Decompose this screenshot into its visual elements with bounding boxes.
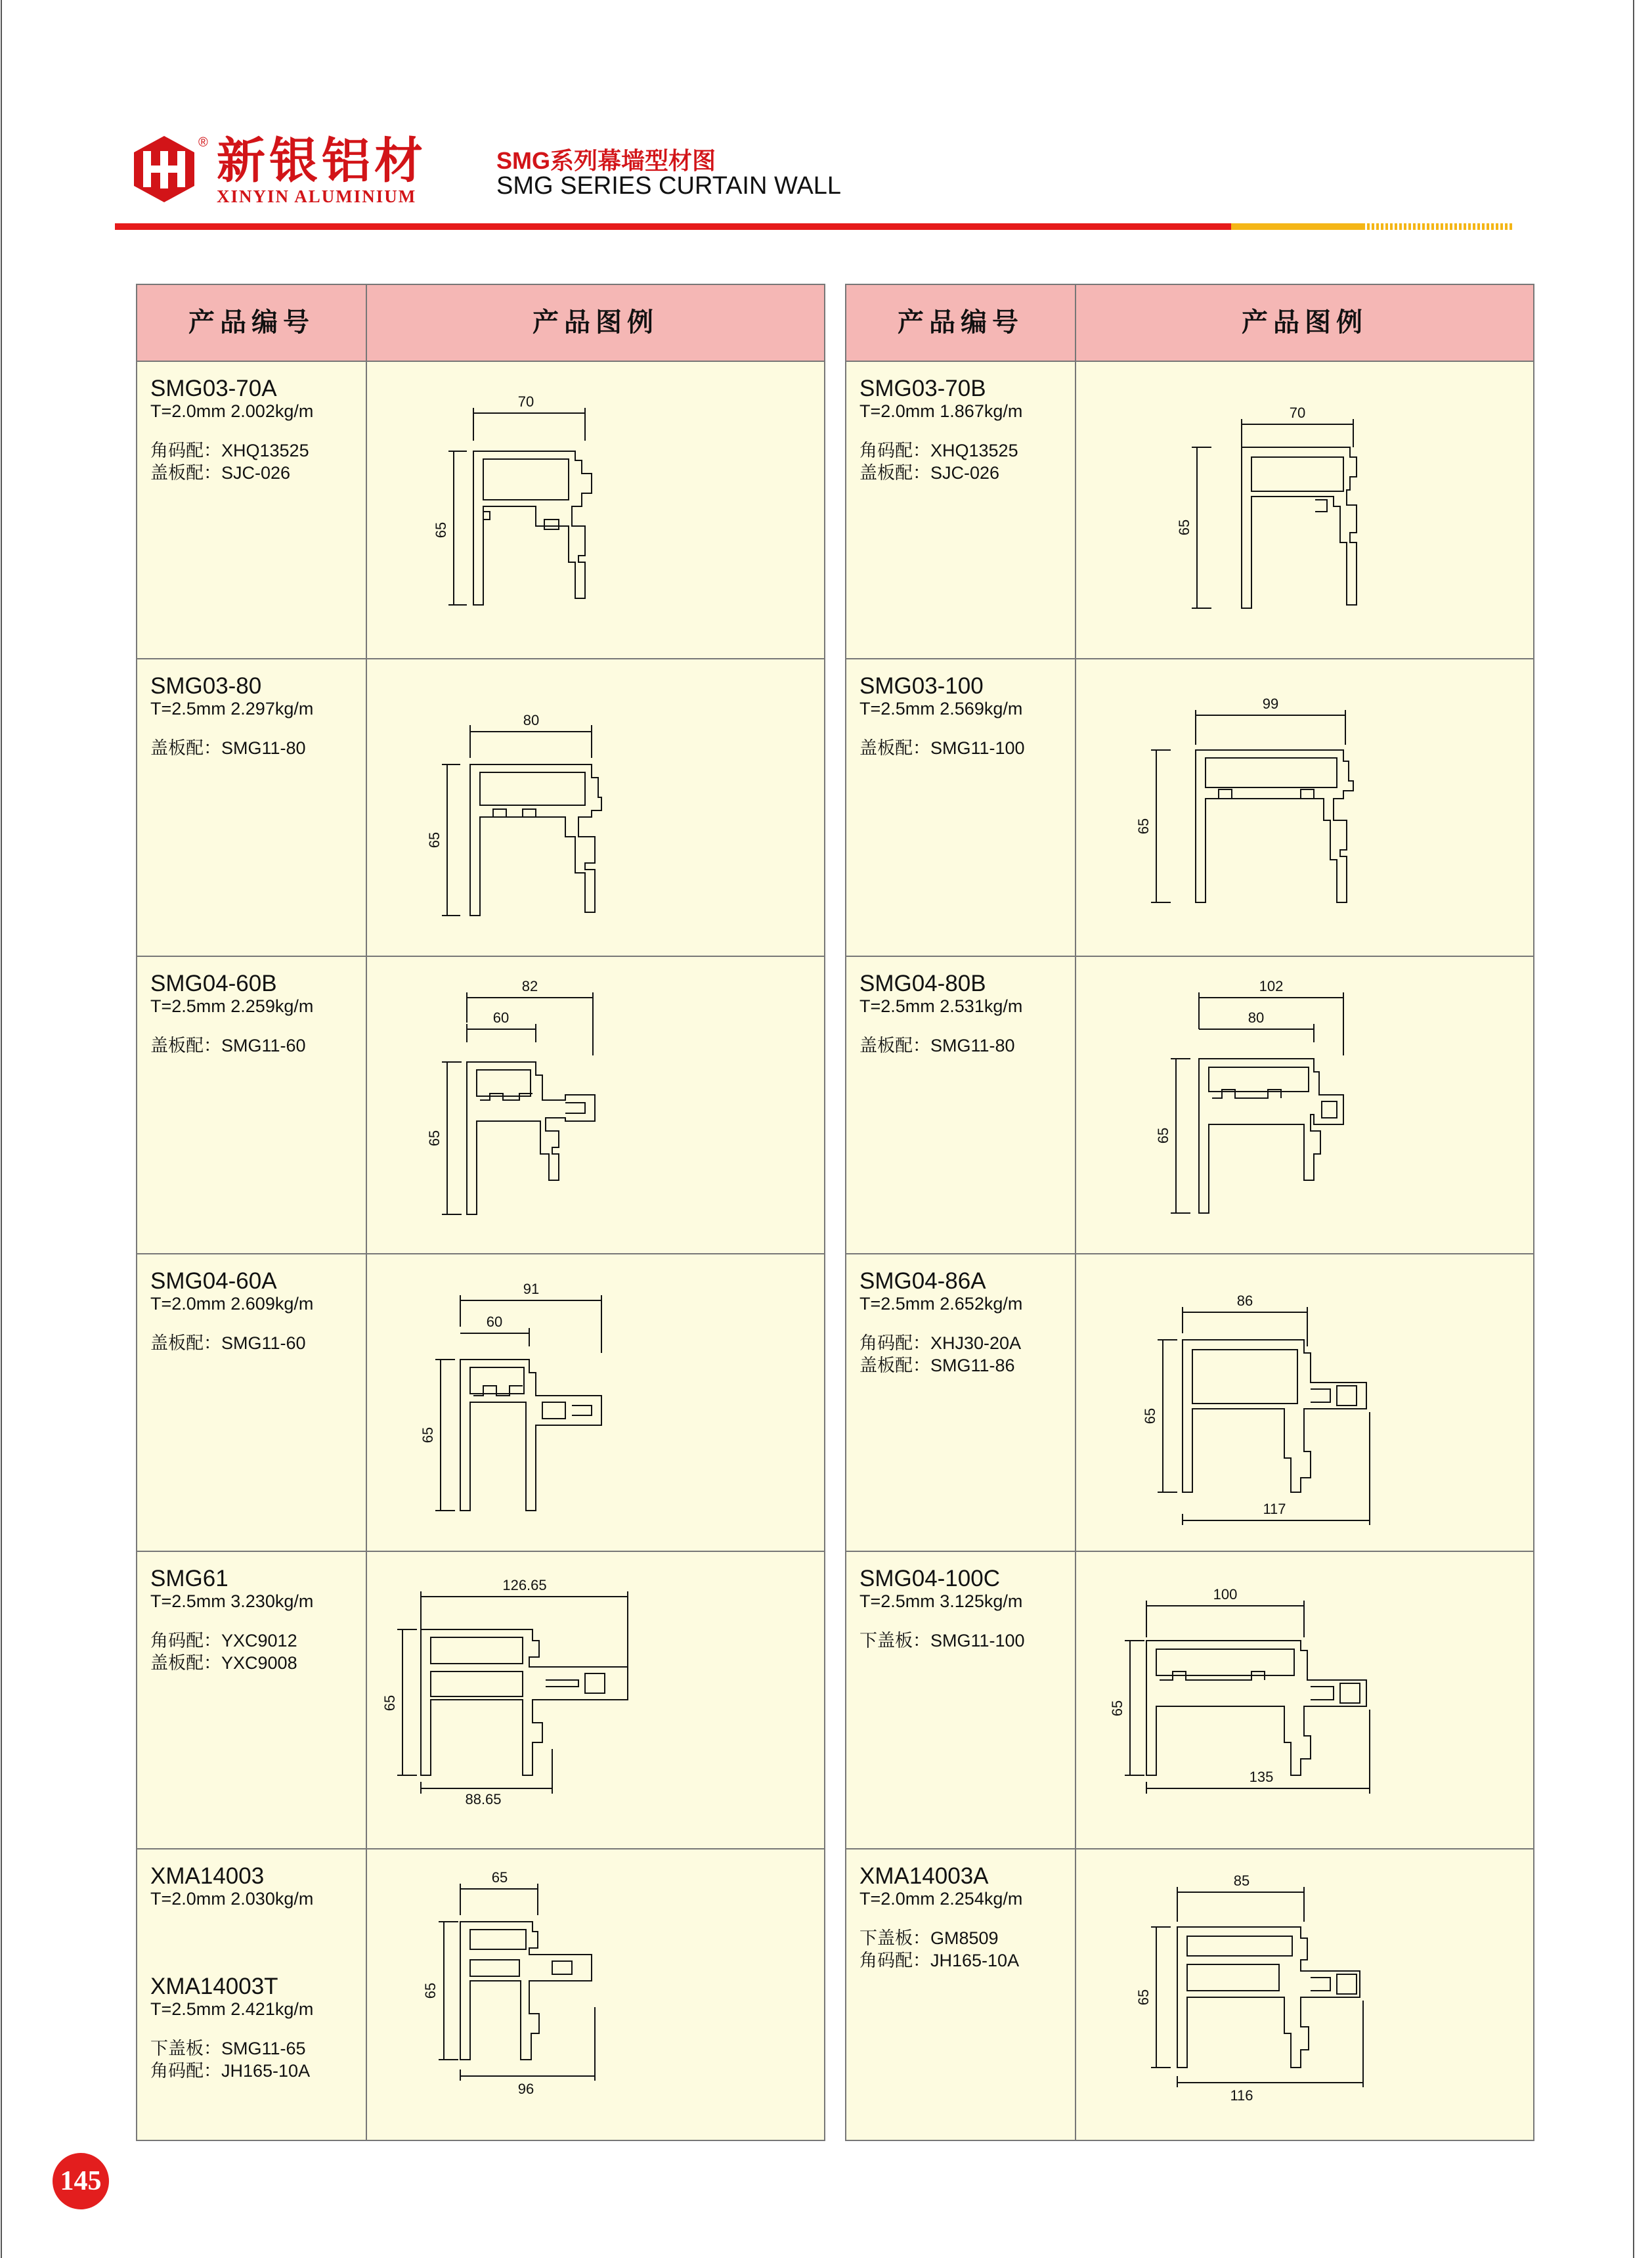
- header-product-figure: 产品图例: [1242, 308, 1368, 337]
- profile-drawing: [368, 659, 824, 956]
- product-code: SMG04-86A: [859, 1268, 986, 1294]
- product-code: SMG03-100: [859, 673, 984, 699]
- profile-drawing: [1077, 1254, 1533, 1551]
- product-code: SMG04-60A: [150, 1268, 277, 1294]
- dimension-label: 65: [426, 1130, 443, 1147]
- product-row: [846, 956, 1533, 1253]
- table-header: [137, 285, 824, 362]
- dimension-label: 100: [1213, 1586, 1238, 1603]
- profile-drawing: [368, 1849, 824, 2141]
- product-table-left: [136, 284, 825, 2141]
- header-rule-yellow: [1231, 223, 1513, 230]
- page-number: 145: [53, 2153, 109, 2209]
- profile-drawing: [1077, 957, 1533, 1253]
- product-note: 下盖板：SMG11-65: [150, 2039, 306, 2058]
- product-code: XMA14003A: [859, 1863, 989, 1889]
- profile-drawing: [1077, 659, 1533, 956]
- profile-drawing: [368, 1552, 824, 1848]
- product-code-variant: XMA14003T: [150, 1974, 278, 1999]
- product-row: [137, 956, 824, 1253]
- product-spec: T=2.5mm 2.531kg/m: [859, 996, 1023, 1016]
- product-spec: T=2.0mm 1.867kg/m: [859, 401, 1023, 421]
- dimension-label: 65: [1176, 519, 1192, 536]
- profile-drawing: [1077, 362, 1533, 658]
- profile-drawing: [368, 362, 824, 658]
- brand-name-en: XINYIN ALUMINIUM: [217, 187, 417, 206]
- product-spec: T=2.0mm 2.254kg/m: [859, 1889, 1023, 1909]
- product-note: 盖板配：SMG11-60: [150, 1036, 306, 1055]
- product-note: 角码配：XHQ13525: [150, 441, 309, 460]
- product-note: 角码配：JH165-10A: [859, 1951, 1020, 1970]
- product-row: [137, 1253, 824, 1551]
- dimension-label: 65: [1142, 1407, 1158, 1425]
- header-rule-red: [115, 223, 1231, 230]
- product-row: [846, 1551, 1533, 1848]
- dimension-label: 91: [523, 1281, 540, 1297]
- dimension-label: 70: [1289, 405, 1306, 421]
- dimension-label: 65: [381, 1694, 398, 1712]
- brand-logo-icon: [131, 135, 197, 204]
- dimension-label: 65: [420, 1427, 436, 1444]
- dimension-label: 65: [491, 1869, 508, 1886]
- product-row: [137, 658, 824, 956]
- header-product-code: 产品编号: [846, 285, 1076, 361]
- product-note: 盖板配：SMG11-80: [859, 1036, 1015, 1055]
- product-spec: T=2.0mm 2.030kg/m: [150, 1889, 314, 1909]
- product-row: [137, 361, 824, 658]
- dimension-label: 65: [1155, 1127, 1171, 1144]
- product-note: 盖板配：SJC-026: [859, 463, 1000, 483]
- product-note: 下盖板：GM8509: [859, 1928, 999, 1948]
- product-row: [137, 1848, 824, 2141]
- dimension-label: 65: [426, 831, 443, 849]
- product-spec: T=2.0mm 2.002kg/m: [150, 401, 314, 421]
- dimension-label: 80: [523, 712, 540, 728]
- product-note: 角码配：XHQ13525: [859, 441, 1018, 460]
- product-row: [846, 1848, 1533, 2141]
- product-note: 下盖板：SMG11-100: [859, 1631, 1025, 1650]
- brand-name-cn: 新银铝材: [217, 133, 427, 189]
- product-spec: T=2.5mm 2.297kg/m: [150, 699, 314, 719]
- product-row: [846, 658, 1533, 956]
- registered-mark: ®: [198, 135, 208, 150]
- product-spec: T=2.5mm 3.125kg/m: [859, 1591, 1023, 1611]
- product-note: 盖板配：SMG11-100: [859, 738, 1025, 758]
- product-code: SMG04-80B: [859, 971, 986, 996]
- product-row: [846, 361, 1533, 658]
- dimension-label: 65: [422, 1982, 439, 1999]
- header-product-figure: 产品图例: [533, 308, 659, 337]
- dimension-label: 99: [1262, 696, 1279, 712]
- dimension-label: 85: [1233, 1872, 1250, 1889]
- product-code: SMG04-60B: [150, 971, 277, 996]
- dimension-label: 70: [517, 393, 534, 410]
- product-note: 盖板配：SJC-026: [150, 463, 291, 483]
- dimension-label: 135: [1249, 1769, 1274, 1785]
- product-spec: T=2.0mm 2.609kg/m: [150, 1294, 314, 1314]
- product-row: [846, 1253, 1533, 1551]
- dimension-label: 65: [433, 521, 449, 539]
- series-title-en: SMG SERIES CURTAIN WALL: [496, 172, 842, 200]
- dimension-label: 80: [1248, 1009, 1265, 1026]
- dimension-label: 65: [1135, 818, 1152, 835]
- dimension-label: 116: [1230, 2087, 1253, 2104]
- dimension-label: 102: [1259, 978, 1284, 994]
- profile-drawing: [368, 1254, 824, 1551]
- dimension-label: 88.65: [465, 1791, 502, 1807]
- series-title-cn: SMG系列幕墙型材图: [496, 147, 716, 174]
- product-code: SMG04-100C: [859, 1566, 1000, 1591]
- product-code: XMA14003: [150, 1863, 265, 1889]
- profile-drawing: [368, 957, 824, 1253]
- dimension-label: 86: [1236, 1293, 1253, 1309]
- product-table-right: [845, 284, 1534, 2141]
- product-code: SMG03-70B: [859, 376, 986, 401]
- product-note: 盖板配：YXC9008: [150, 1653, 297, 1673]
- dimension-label: 117: [1263, 1501, 1286, 1517]
- product-note: 角码配：YXC9012: [150, 1631, 297, 1650]
- product-note: 角码配：JH165-10A: [150, 2061, 311, 2081]
- dimension-label: 96: [517, 2081, 534, 2097]
- dimension-label: 126.65: [502, 1577, 547, 1593]
- table-header: [846, 285, 1533, 362]
- dimension-label: 60: [492, 1009, 510, 1026]
- dimension-label: 65: [1109, 1700, 1125, 1717]
- header-product-code: 产品编号: [137, 285, 367, 361]
- dimension-label: 82: [521, 978, 538, 994]
- product-code: SMG03-80: [150, 673, 262, 699]
- product-note: 盖板配：SMG11-86: [859, 1356, 1015, 1375]
- product-note: 角码配：XHJ30-20A: [859, 1333, 1022, 1353]
- dimension-label: 60: [486, 1314, 503, 1330]
- page-header: [0, 0, 1652, 236]
- product-code: SMG03-70A: [150, 376, 277, 401]
- product-spec: T=2.5mm 2.259kg/m: [150, 996, 314, 1016]
- product-note: 盖板配：SMG11-80: [150, 738, 306, 758]
- product-row: [137, 1551, 824, 1848]
- profile-drawing: [1077, 1552, 1533, 1848]
- product-code: SMG61: [150, 1566, 228, 1591]
- profile-drawing: [1077, 1849, 1533, 2141]
- product-spec: T=2.5mm 2.569kg/m: [859, 699, 1023, 719]
- product-spec: T=2.5mm 3.230kg/m: [150, 1591, 314, 1611]
- product-note: 盖板配：SMG11-60: [150, 1333, 306, 1353]
- product-spec: T=2.5mm 2.652kg/m: [859, 1294, 1023, 1314]
- product-spec-variant: T=2.5mm 2.421kg/m: [150, 1999, 314, 2019]
- dimension-label: 65: [1135, 1989, 1152, 2006]
